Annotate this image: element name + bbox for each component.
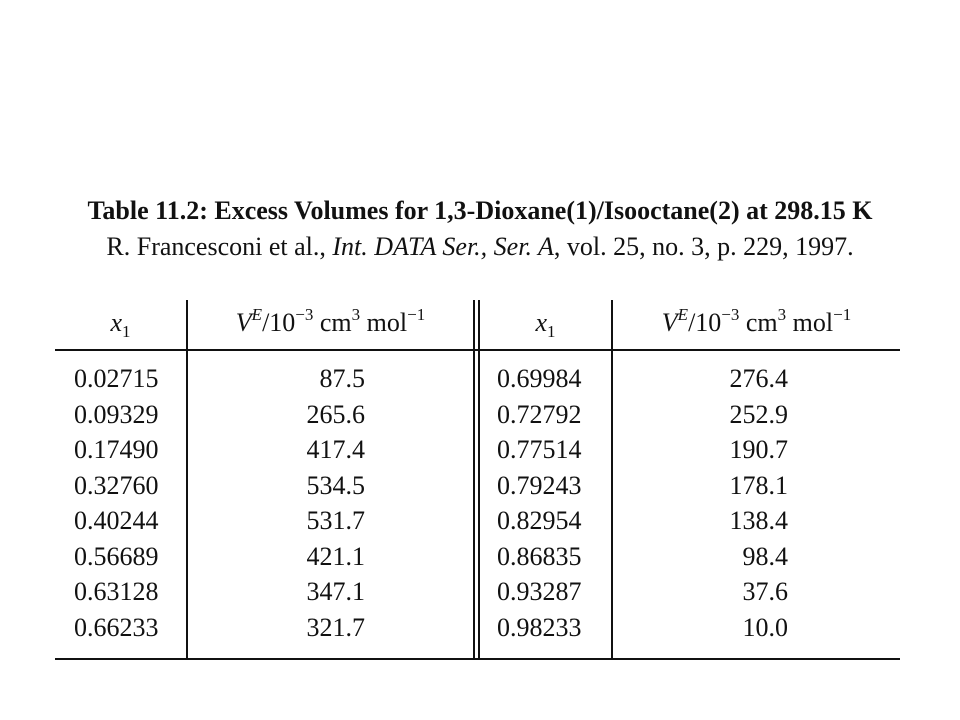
table-cell-x1: 0.77514 xyxy=(497,435,582,464)
table-cell-x1: 0.32760 xyxy=(74,470,159,500)
column-x1-right xyxy=(497,361,595,645)
table-cell-ve: 10.0 xyxy=(742,612,788,642)
header-ve-unit-mol-exp: −1 xyxy=(833,305,852,324)
table-cell-ve: 265.6 xyxy=(306,399,365,429)
header-x1-symbol: x xyxy=(110,308,123,337)
table-cell-x1: 0.79243 xyxy=(497,470,582,500)
table-cell-x1: 0.86835 xyxy=(497,541,582,571)
header-ve-scale-exp: −3 xyxy=(295,305,314,324)
table-cell-ve: 417.4 xyxy=(306,435,365,464)
column-ve-left xyxy=(250,361,365,645)
header-ve-unit-mol: mol xyxy=(360,308,408,337)
column-divider-right xyxy=(611,300,613,660)
table-cell-x1: 0.63128 xyxy=(74,577,159,606)
table-cell-x1: 0.93287 xyxy=(497,577,582,606)
source-journal: Int. DATA Ser., Ser. A xyxy=(332,232,554,261)
header-x1-right xyxy=(480,303,611,343)
table-cell-x1: 0.66233 xyxy=(74,612,159,642)
column-x1-left xyxy=(74,361,172,645)
table-cell-x1: 0.02715 xyxy=(74,364,159,393)
source-authors: R. Francesconi et al., xyxy=(106,232,333,261)
table-cell-ve: 178.1 xyxy=(729,470,788,500)
table-cell-x1: 0.98233 xyxy=(497,612,582,642)
header-ve-unit-mol: mol xyxy=(786,308,834,337)
column-divider-left xyxy=(186,300,188,660)
header-x1-symbol: x xyxy=(535,308,548,337)
header-ve-symbol: V xyxy=(661,308,678,337)
table-cell-x1: 0.40244 xyxy=(74,506,159,535)
table-cell-ve: 321.7 xyxy=(306,612,365,642)
header-ve-superscript: E xyxy=(677,305,689,324)
table-cell-ve: 534.5 xyxy=(306,470,365,500)
table-cell-ve: 252.9 xyxy=(729,399,788,429)
table-cell-ve: 190.7 xyxy=(729,435,788,464)
table-cell-ve: 421.1 xyxy=(306,541,365,571)
header-ve-unit-cm-exp: 3 xyxy=(351,305,361,324)
header-ve-unit-mol-exp: −1 xyxy=(407,305,426,324)
table-cell-ve: 276.4 xyxy=(729,364,788,393)
block-divider-outer xyxy=(473,300,475,660)
header-ve-scale-exp: −3 xyxy=(721,305,740,324)
header-ve-superscript: E xyxy=(251,305,263,324)
header-ve-symbol: V xyxy=(235,308,252,337)
column-ve-right xyxy=(672,361,788,645)
block-divider-inner xyxy=(478,300,480,660)
header-x1-subscript: 1 xyxy=(122,322,131,341)
header-ve-right xyxy=(613,303,900,343)
header-ve-unit-cm: cm xyxy=(313,308,352,337)
table-cell-ve: 347.1 xyxy=(306,577,365,606)
table-cell-x1: 0.56689 xyxy=(74,541,159,571)
table-caption-title: Table 11.2: Excess Volumes for 1,3-Dioxane(1)/Isooctane(2) at 298.15 K xyxy=(87,196,873,225)
table-cell-x1: 0.09329 xyxy=(74,399,159,429)
header-ve-left xyxy=(188,303,473,343)
table-cell-ve: 98.4 xyxy=(742,541,788,571)
table-cell-ve: 37.6 xyxy=(742,577,788,606)
table-cell-ve: 531.7 xyxy=(306,506,365,535)
table-cell-x1: 0.82954 xyxy=(497,506,582,535)
source-details: , vol. 25, no. 3, p. 229, 1997. xyxy=(553,232,854,261)
header-ve-unit-cm: cm xyxy=(739,308,778,337)
header-ve-unit-cm-exp: 3 xyxy=(777,305,787,324)
table-cell-ve: 87.5 xyxy=(319,364,365,393)
table-cell-x1: 0.69984 xyxy=(497,364,582,393)
table-cell-x1: 0.72792 xyxy=(497,399,582,429)
header-ve-scale: /10 xyxy=(262,308,296,337)
table-cell-x1: 0.17490 xyxy=(74,435,159,464)
header-ve-scale: /10 xyxy=(688,308,722,337)
table-cell-ve: 138.4 xyxy=(729,506,788,535)
table-caption-source xyxy=(0,230,960,264)
header-x1-left xyxy=(55,303,186,343)
header-x1-subscript: 1 xyxy=(547,322,556,341)
